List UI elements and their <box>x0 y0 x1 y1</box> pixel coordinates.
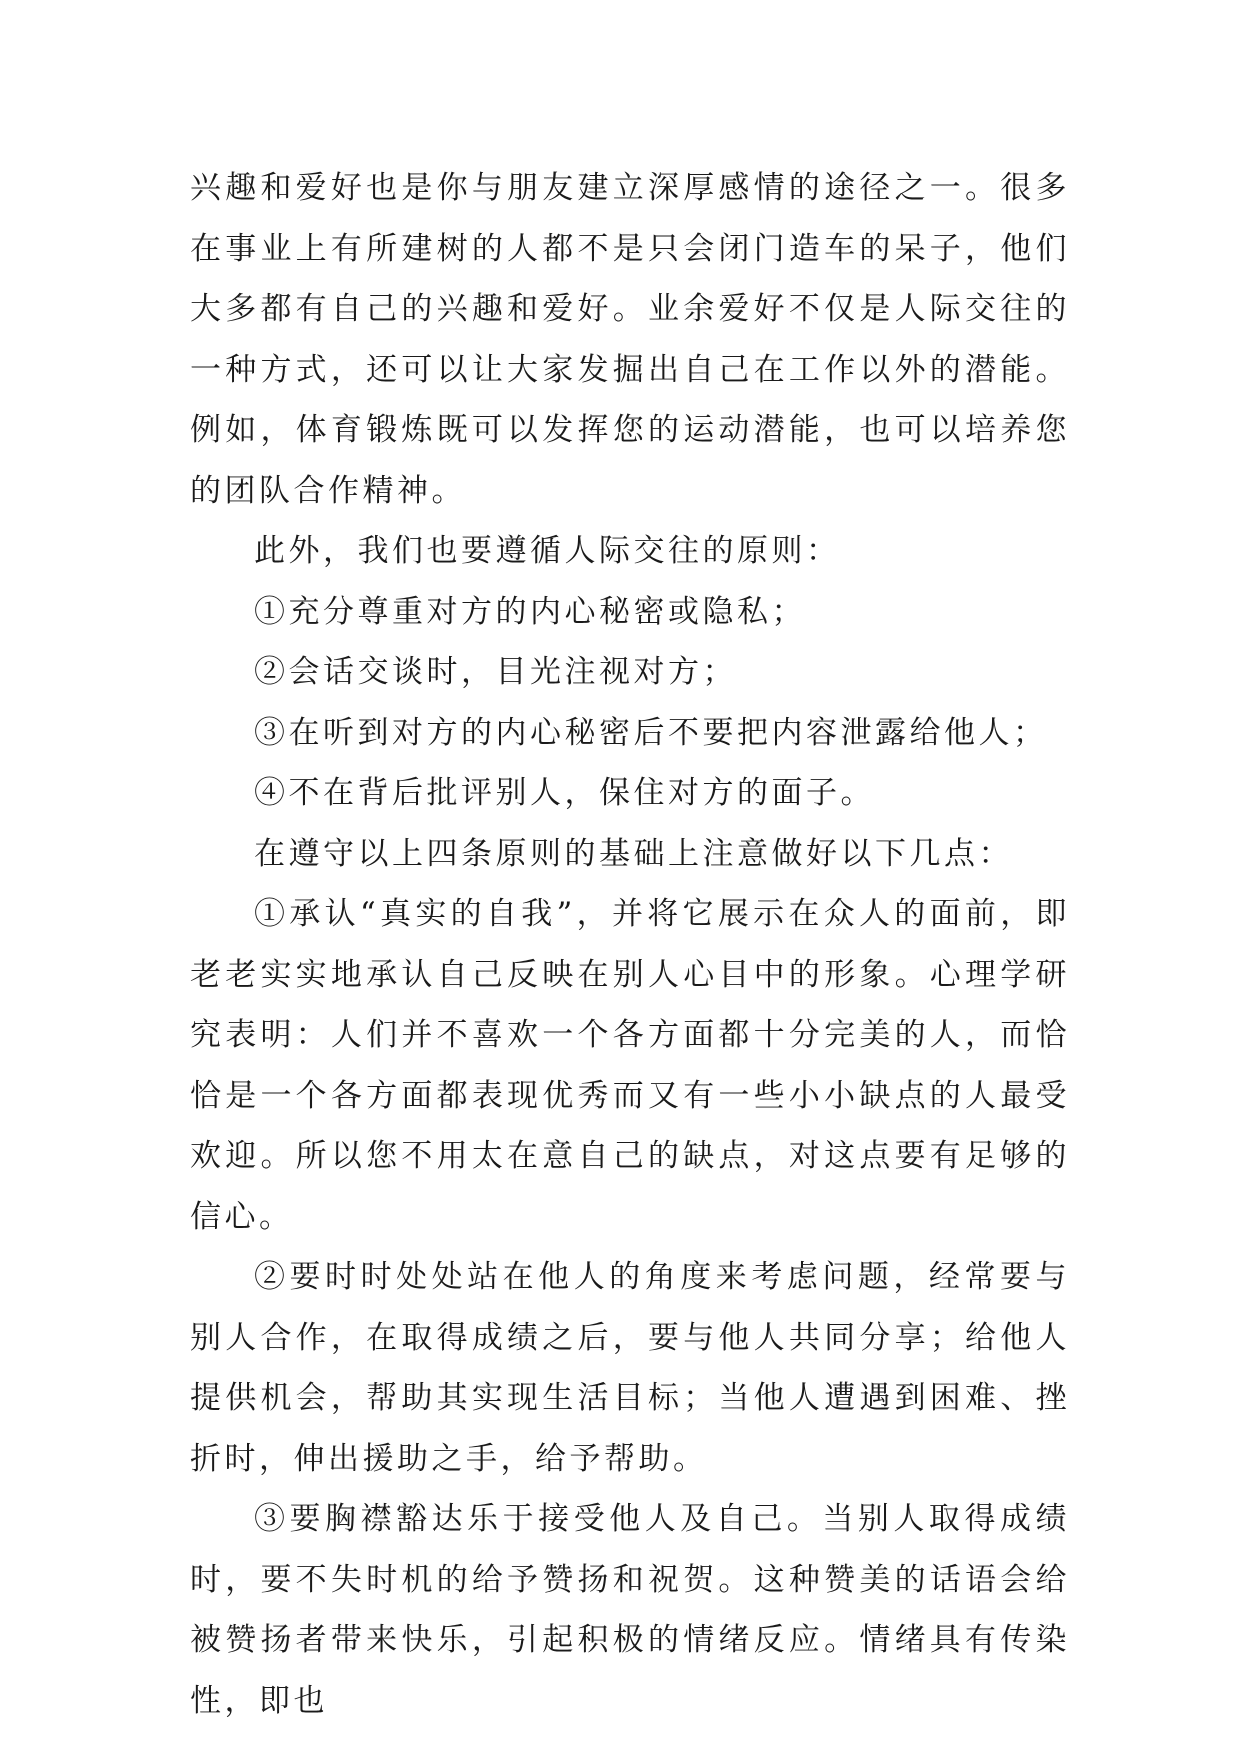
paragraph-hobbies: 兴趣和爱好也是你与朋友建立深厚感情的途径之一。很多在事业上有所建树的人都不是只会闭门造车的呆子，他们大多都有自己的兴趣和爱好。业余爱好不仅是人际交往的一种方式，还可以让大家发掘出自己在工作以外的潜能。例如，体育锻炼既可以发挥您的运动潜能，也可以培养您的团队合作精神。 <box>190 170 1070 509</box>
paragraph-principles-intro: 此外，我们也要遵循人际交往的原则： <box>254 533 841 569</box>
principle-item-2: ②会话交谈时，目光注视对方； <box>254 654 737 690</box>
document-body <box>190 158 1070 1731</box>
point-item-3: ③要胸襟豁达乐于接受他人及自己。当别人取得成绩时，要不失时机的给予赞扬和祝贺。这种赞美的话语会给被赞扬者带来快乐，引起积极的情绪反应。情绪具有传染性，即也 <box>190 1501 1070 1719</box>
point-item-1: ①承认“真实的自我”，并将它展示在众人的面前，即老老实实地承认自己反映在别人心目中的形象。心理学研究表明：人们并不喜欢一个各方面都十分完美的人，而恰恰是一个各方面都表现优秀而又有一些小小缺点的人最受欢迎。所以您不用太在意自己的缺点，对这点要有足够的信心。 <box>190 896 1070 1235</box>
point-item-2: ②要时时处处站在他人的角度来考虑问题，经常要与别人合作，在取得成绩之后，要与他人共同分享；给他人提供机会，帮助其实现生活目标；当他人遭遇到困难、挫折时，伸出援助之手，给予帮助。 <box>190 1259 1070 1477</box>
principle-item-4: ④不在背后批评别人，保住对方的面子。 <box>254 775 875 811</box>
principle-item-1: ①充分尊重对方的内心秘密或隐私； <box>254 593 806 630</box>
principle-item-3: ③在听到对方的内心秘密后不要把内容泄露给他人； <box>254 714 1048 751</box>
paragraph-points-intro: 在遵守以上四条原则的基础上注意做好以下几点： <box>254 835 1013 872</box>
